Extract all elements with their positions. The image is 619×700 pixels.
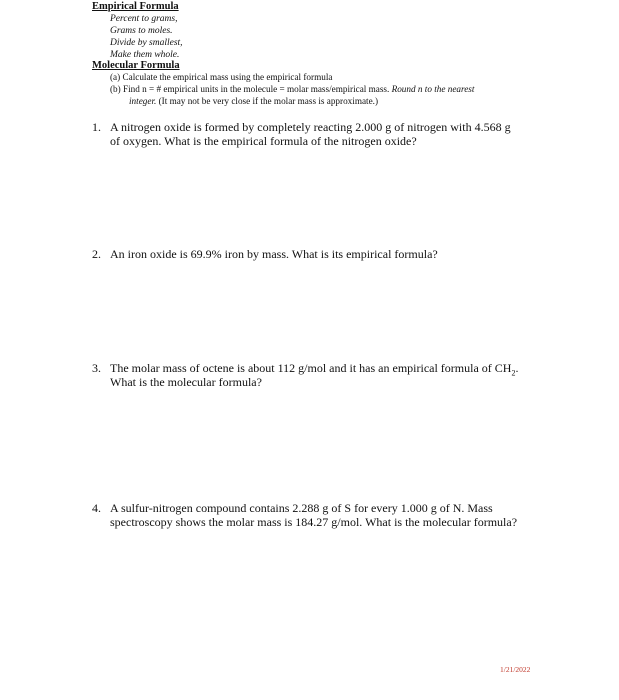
molecular-step-a: (a) Calculate the empirical mass using the empirical formula (110, 72, 333, 82)
molecular-step-b-note: (It may not be very close if the molar mass is approximate.) (158, 96, 379, 106)
question-1-line-1: A nitrogen oxide is formed by completely reacting 2.000 g of nitrogen with 4.568 g (110, 120, 511, 134)
molecular-step-b-integer: integer. (129, 96, 157, 106)
empirical-step-2: Grams to moles. (110, 26, 173, 36)
molecular-step-b-prefix: (b) Find n = # empirical units in the molecule = molar mass/empirical mass. (110, 84, 390, 94)
question-2-number: 2. (92, 247, 101, 261)
question-3-subscript: 2 (511, 368, 516, 378)
empirical-formula-heading: Empirical Formula (92, 1, 179, 12)
question-4-line-1: A sulfur-nitrogen compound contains 2.288 g of S for every 1.000 g of N. Mass (110, 501, 493, 515)
question-4-line-2: spectroscopy shows the molar mass is 184.27 g/mol. What is the molecular formula? (110, 515, 518, 529)
empirical-step-1: Percent to grams, (110, 14, 178, 24)
question-3-period: . (515, 361, 519, 375)
empirical-step-4: Make them whole. (110, 50, 180, 60)
question-3-text: The molar mass of octene is about 112 g/mol and it has an empirical formula of CH (110, 361, 512, 375)
molecular-step-b-cont (129, 96, 378, 107)
molecular-formula-heading: Molecular Formula (92, 60, 180, 71)
molecular-step-b-round-note: Round n to the nearest (391, 84, 475, 94)
question-1-line-2: of oxygen. What is the empirical formula of the nitrogen oxide? (110, 134, 417, 148)
question-1-number: 1. (92, 120, 101, 134)
footer-date: 1/21/2022 (500, 665, 531, 674)
question-4-number: 4. (92, 501, 101, 515)
question-3-line-2: What is the molecular formula? (110, 375, 262, 389)
question-2-line-1: An iron oxide is 69.9% iron by mass. What is its empirical formula? (110, 247, 438, 261)
molecular-step-b (110, 84, 474, 95)
empirical-step-3: Divide by smallest, (110, 38, 183, 48)
question-3-line-1 (110, 361, 519, 378)
question-3-number: 3. (92, 361, 101, 375)
